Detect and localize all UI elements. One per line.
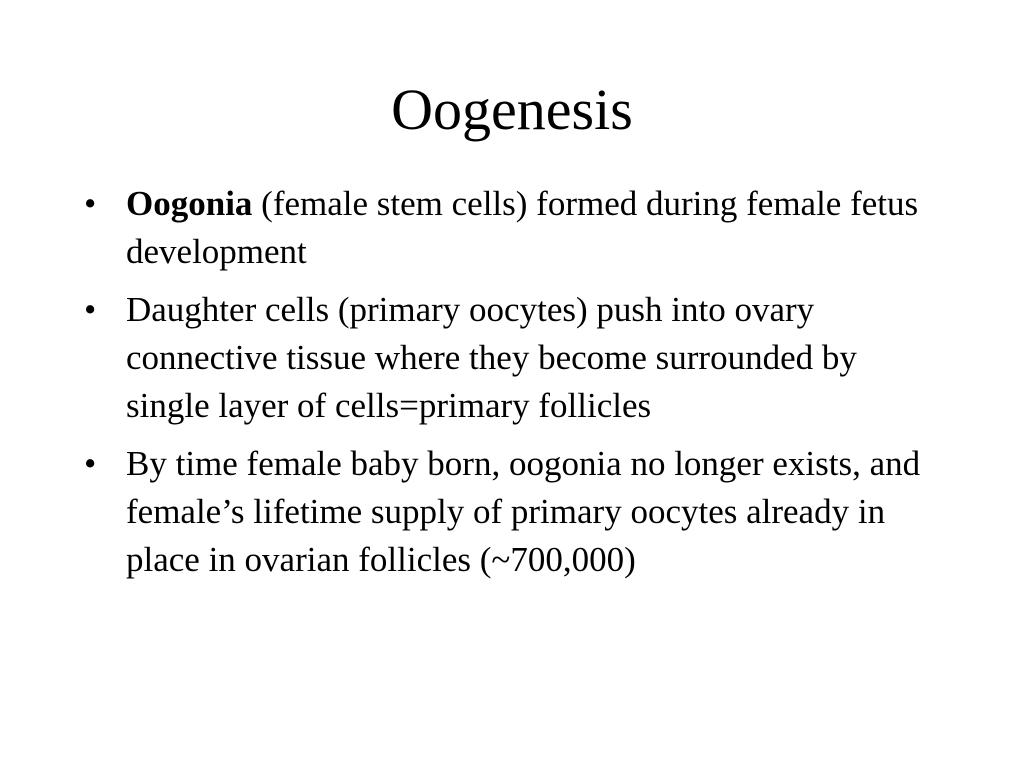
bullet-text: (female stem cells) formed during female fetus development <box>126 184 919 271</box>
bullet-text: Daughter cells (primary oocytes) push into ovary connective tissue where they become surrounded by single layer of cells=primary follicles <box>126 290 857 425</box>
bullet-bold-term: Oogonia <box>126 184 253 223</box>
bullet-item-birth-supply <box>84 440 924 584</box>
bullet-text: By time female baby born, oogonia no longer exists, and female’s lifetime supply of primary oocytes already in place in ovarian follicles (~700,000) <box>126 444 921 579</box>
bullet-item-oogonia <box>84 180 924 276</box>
bullet-dot-icon: • <box>84 184 97 223</box>
bullet-list <box>84 180 924 594</box>
bullet-item-daughter-cells <box>84 286 924 430</box>
slide-title: Oogenesis <box>391 77 633 142</box>
bullet-dot-icon: • <box>84 290 97 329</box>
bullet-dot-icon: • <box>84 444 97 483</box>
